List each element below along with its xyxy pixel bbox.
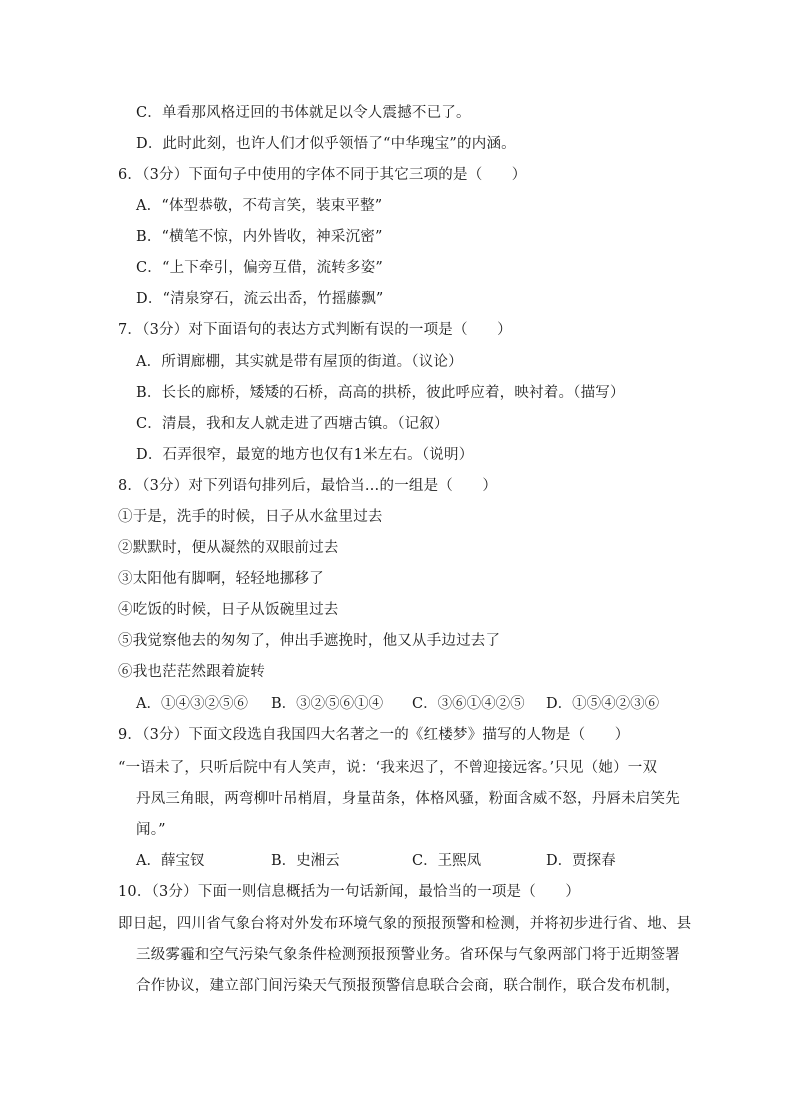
- q7-stem: 7．（3分）对下面语句的表达方式判断有误的一项是（ ）: [118, 322, 512, 338]
- q8-option-b: B．③②⑤⑥①④: [271, 696, 384, 712]
- q8-item-6: ⑥我也茫茫然跟着旋转: [118, 664, 265, 680]
- q8-item-4: ④吃饭的时候，日子从饭碗里过去: [118, 602, 339, 618]
- q8-item-5: ⑤我觉察他去的匆匆了，伸出手遮挽时，他又从手边过去了: [118, 633, 501, 649]
- q5-option-d: D．此时此刻，也许人们才似乎领悟了“中华瑰宝”的内涵。: [136, 136, 516, 152]
- q6-option-b: B．“横笔不惊，内外皆收，神采沉密”: [136, 229, 383, 245]
- q6-option-a: A．“体型恭敬，不苟言笑，装束平整”: [136, 198, 383, 214]
- q8-item-3: ③太阳他有脚啊，轻轻地挪移了: [118, 571, 324, 587]
- q5-option-c: C．单看那风格迂回的书体就足以令人震撼不已了。: [136, 105, 471, 121]
- q9-passage-line-1: “一语未了，只听后院中有人笑声，说：‘我来迟了，不曾迎接远客。’只见（她）一双: [118, 760, 658, 776]
- q7-option-c: C．清晨，我和友人就走进了西塘古镇。（记叙）: [136, 416, 449, 432]
- q9-option-a: A．薛宝钗: [136, 853, 205, 869]
- q8-option-a: A．①④③②⑤⑥: [136, 696, 248, 712]
- q8-item-1: ①于是，洗手的时候，日子从水盆里过去: [118, 509, 383, 525]
- q6-option-d: D．“清泉穿石，流云出岙，竹摇藤飘”: [136, 291, 384, 307]
- q8-options: [136, 694, 676, 714]
- q10-passage-line-1: 即日起，四川省气象台将对外发布环境气象的预报预警和检测，并将初步进行省、地、县: [118, 916, 692, 932]
- q9-stem: 9．（3分）下面文段选自我国四大名著之一的《红楼梦》描写的人物是（ ）: [118, 727, 630, 743]
- q8-option-c: C．③⑥①④②⑤: [412, 696, 525, 712]
- q10-passage-line-3: 合作协议，建立部门间污染天气预报预警信息联合会商，联合制作，联合发布机制，: [136, 978, 680, 994]
- q9-option-d: D．贾探春: [546, 853, 616, 869]
- q8-item-2: ②默默时，便从凝然的双眼前过去: [118, 540, 339, 556]
- q10-passage-line-2: 三级雾霾和空气污染气象条件检测预报预警业务。省环保与气象两部门将于近期签署: [136, 947, 680, 963]
- q9-passage-line-2: 丹凤三角眼，两弯柳叶吊梢眉，身量苗条，体格风骚，粉面含威不怒，丹唇未启笑先: [136, 791, 680, 807]
- q8-stem: 8．（3分）对下列语句排列后，最恰当…的一组是（ ）: [118, 478, 498, 494]
- q9-option-c: C．王熙凤: [412, 853, 482, 869]
- q7-option-b: B．长长的廊桥，矮矮的石桥，高高的拱桥，彼此呼应着，映衬着。（描写）: [136, 385, 625, 401]
- q9-options: [136, 851, 676, 871]
- q7-option-a: A．所谓廊棚，其实就是带有屋顶的街道。（议论）: [136, 354, 463, 370]
- q10-stem: 10．（3分）下面一则信息概括为一句话新闻，最恰当的一项是（ ）: [118, 884, 581, 900]
- q8-option-d: D．①⑤④②③⑥: [546, 696, 660, 712]
- q6-stem: 6．（3分）下面句子中使用的字体不同于其它三项的是（ ）: [118, 167, 527, 183]
- q9-option-b: B．史湘云: [271, 853, 340, 869]
- q7-option-d: D．石弄很窄，最宽的地方也仅有1米左右。（说明）: [136, 447, 474, 463]
- q9-passage-line-3: 闻。”: [136, 822, 166, 838]
- q6-option-c: C．“上下牵引，偏旁互借，流转多姿”: [136, 260, 384, 276]
